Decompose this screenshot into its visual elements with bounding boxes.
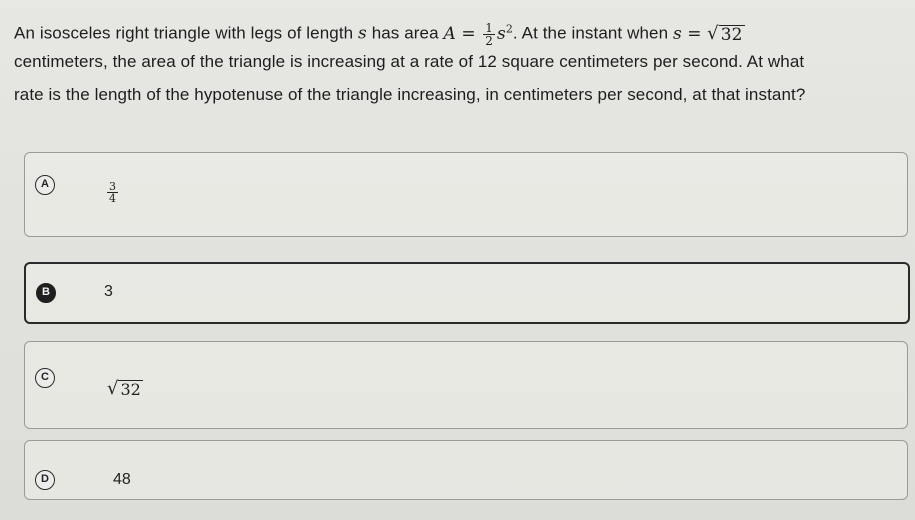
option-letter-badge: A xyxy=(35,175,55,195)
answer-option-b[interactable] xyxy=(24,262,910,324)
question-text xyxy=(14,12,904,111)
radical-icon: √ xyxy=(707,22,719,44)
answer-option-c[interactable] xyxy=(24,341,908,429)
option-c-value xyxy=(107,380,143,399)
instant-condition xyxy=(673,24,745,44)
area-fraction xyxy=(483,22,495,47)
variable-s: s xyxy=(358,23,367,44)
variable-a: A xyxy=(443,23,456,44)
fraction-numerator: 1 xyxy=(485,20,493,35)
question-line-1 xyxy=(14,12,904,48)
equals-sign: = xyxy=(681,23,708,44)
option-letter-badge: B xyxy=(36,283,56,303)
variable-s: s xyxy=(496,23,506,44)
radicand: 32 xyxy=(120,380,141,399)
question-line-2: centimeters, the area of the triangle is increasing at a rate of 12 square centimeters per second. At what xyxy=(14,52,805,71)
fraction-numerator: 3 xyxy=(109,180,116,193)
question-text-segment: An isosceles right triangle with legs of length xyxy=(14,23,359,43)
question-line-3: rate is the length of the hypotenuse of the triangle increasing, in centimeters per second, at that instant? xyxy=(14,85,806,104)
radicand: 32 xyxy=(720,24,743,45)
radical-icon: √ xyxy=(107,378,119,399)
option-b-value: 3 xyxy=(104,283,113,300)
option-letter-badge: D xyxy=(35,470,55,490)
area-formula xyxy=(443,20,513,48)
question-text-segment: has area xyxy=(366,23,444,43)
fraction-denominator: 2 xyxy=(485,33,493,48)
square-root xyxy=(707,22,744,45)
option-a-fraction xyxy=(107,181,118,204)
answer-option-a[interactable] xyxy=(24,152,908,237)
square-root xyxy=(107,380,143,399)
variable-s: s xyxy=(672,23,682,44)
option-letter-badge: C xyxy=(35,368,55,388)
option-d-value: 48 xyxy=(113,471,131,488)
question-text-segment: . At the instant when xyxy=(512,23,673,43)
fraction-denominator: 4 xyxy=(109,192,116,205)
option-a-value xyxy=(105,181,120,204)
equals-sign: = xyxy=(455,23,482,44)
answer-option-d[interactable] xyxy=(24,440,908,500)
exponent: 2 xyxy=(505,22,513,35)
